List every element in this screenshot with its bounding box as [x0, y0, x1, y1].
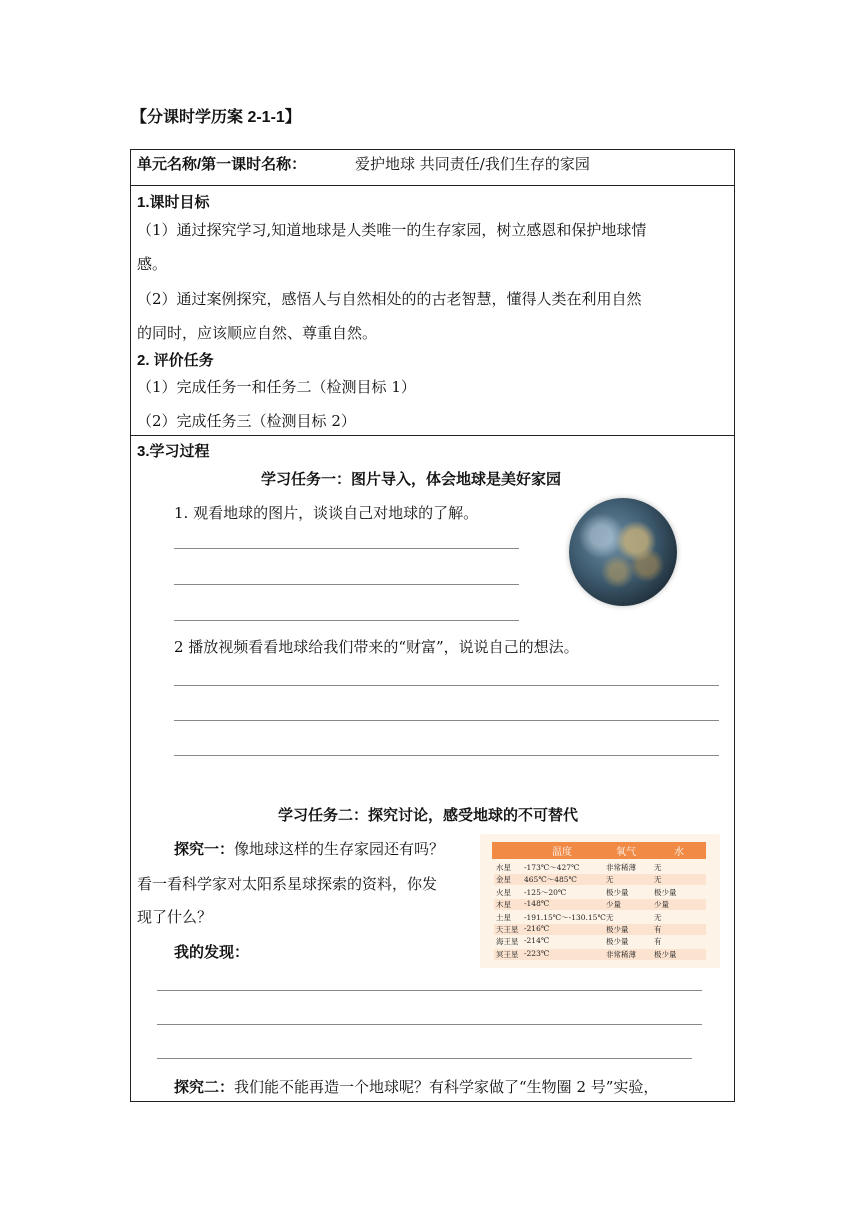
- planet-cell-oxygen: 无: [606, 912, 614, 922]
- planet-cell-planet: 木星: [496, 900, 511, 910]
- planet-cell-oxygen: 非常稀薄: [606, 863, 636, 872]
- answer-line[interactable]: [174, 548, 519, 549]
- task-text: （2）完成任务三（检测目标 2）: [137, 412, 356, 430]
- goal-text: 的同时，应该顺应自然、尊重自然。: [137, 324, 378, 342]
- goal-text: 感。: [137, 255, 168, 273]
- answer-line[interactable]: [174, 584, 519, 585]
- answer-line[interactable]: [174, 755, 719, 756]
- planet-cell-oxygen: 非常稀薄: [606, 949, 636, 959]
- unit-label: 单元名称/第一课时名称：: [137, 156, 307, 173]
- planet-data-table: [480, 834, 720, 968]
- planet-cell-planet: 海王星: [496, 937, 519, 947]
- goal-text: （2）通过案例探究，感悟人与自然相处的的古老智慧，懂得人类在利用自然: [137, 290, 642, 308]
- planet-cell-water: 有: [654, 925, 662, 934]
- planet-table-row: [494, 936, 706, 947]
- document-title: 【分课时学历案 2-1-1】: [131, 109, 301, 126]
- header-oxygen: 氧气: [616, 847, 636, 858]
- planet-table-row: [494, 899, 706, 910]
- task1-heading: 学习任务一：图片导入，体会地球是美好家园: [261, 470, 562, 488]
- planet-cell-planet: 天王星: [496, 925, 519, 934]
- planet-table-row: [494, 887, 706, 898]
- explore2-text: 我们能不能再造一个地球呢？有科学家做了“生物圈 2 号”实验，: [234, 1078, 659, 1096]
- goal-text: （1）通过探究学习,知道地球是人类唯一的生存家园，树立感恩和保护地球情: [137, 221, 647, 239]
- planet-cell-water: 无: [654, 912, 662, 922]
- explore1-text: 像地球这样的生存家园还有吗？: [234, 840, 445, 858]
- planet-cell-temp: -125～20℃: [524, 887, 567, 897]
- process-heading: 3.学习过程: [137, 443, 210, 460]
- tasks-heading: 2. 评价任务: [137, 352, 214, 369]
- planet-cell-oxygen: 极少量: [606, 925, 629, 934]
- explore1-label: 探究一：: [174, 840, 235, 858]
- planet-cell-oxygen: 少量: [606, 900, 621, 910]
- finding-label: 我的发现：: [174, 943, 250, 961]
- planet-cell-water: 极少量: [654, 949, 677, 959]
- planet-cell-temp: -191.15℃～-130.15℃: [524, 912, 606, 922]
- planet-cell-planet: 水星: [496, 863, 511, 872]
- planet-table-row: [494, 874, 706, 885]
- planet-cell-oxygen: 无: [606, 875, 614, 885]
- task2-heading: 学习任务二：探究讨论，感受地球的不可替代: [278, 806, 579, 824]
- unit-value: 爱护地球 共同责任/我们生存的家园: [355, 155, 590, 173]
- planet-cell-planet: 冥王星: [496, 949, 519, 959]
- planet-cell-oxygen: 极少量: [606, 937, 629, 947]
- planet-table-header: [492, 842, 706, 859]
- planet-cell-water: 无: [654, 875, 662, 885]
- earth-image: [569, 498, 677, 606]
- planet-cell-temp: -148℃: [524, 899, 550, 909]
- answer-line[interactable]: [174, 720, 719, 721]
- answer-line[interactable]: [174, 620, 519, 621]
- planet-cell-temp: -216℃: [524, 924, 550, 933]
- explore1-text: 看一看科学家对太阳系星球探索的资料，你发: [137, 875, 438, 893]
- explore2-label: 探究二：: [174, 1078, 235, 1096]
- planet-cell-water: 极少量: [654, 887, 677, 897]
- answer-line[interactable]: [157, 1024, 702, 1025]
- planet-cell-temp: 465℃～485℃: [524, 875, 577, 885]
- planet-cell-oxygen: 极少量: [606, 887, 629, 897]
- explore1-text: 现了什么？: [137, 908, 213, 926]
- planet-table-row: [494, 924, 706, 935]
- goals-heading: 1.课时目标: [137, 194, 210, 211]
- row-divider: [130, 435, 735, 436]
- task-text: （1）完成任务一和任务二（检测目标 1）: [137, 378, 416, 396]
- answer-line[interactable]: [174, 685, 719, 686]
- planet-cell-temp: -214℃: [524, 936, 550, 946]
- planet-cell-planet: 火星: [496, 887, 511, 897]
- planet-cell-planet: 金星: [496, 875, 511, 885]
- task1-question-1: 1. 观看地球的图片，谈谈自己对地球的了解。: [174, 504, 479, 522]
- answer-line[interactable]: [157, 990, 702, 991]
- row-divider: [130, 185, 735, 186]
- planet-table-row: [494, 862, 706, 873]
- answer-line[interactable]: [157, 1058, 692, 1059]
- planet-cell-water: 少量: [654, 900, 669, 910]
- planet-cell-temp: -223℃: [524, 948, 550, 958]
- header-temperature: 温度: [552, 847, 572, 858]
- planet-table-row: [494, 912, 706, 923]
- task1-question-2: 2 播放视频看看地球给我们带来的“财富”，说说自己的想法。: [174, 638, 579, 656]
- planet-cell-water: 有: [654, 937, 662, 947]
- planet-cell-planet: 土星: [496, 912, 511, 922]
- planet-cell-temp: -173℃～427℃: [524, 863, 580, 872]
- planet-cell-water: 无: [654, 863, 662, 872]
- header-water: 水: [674, 847, 684, 858]
- planet-table-row: [494, 949, 706, 960]
